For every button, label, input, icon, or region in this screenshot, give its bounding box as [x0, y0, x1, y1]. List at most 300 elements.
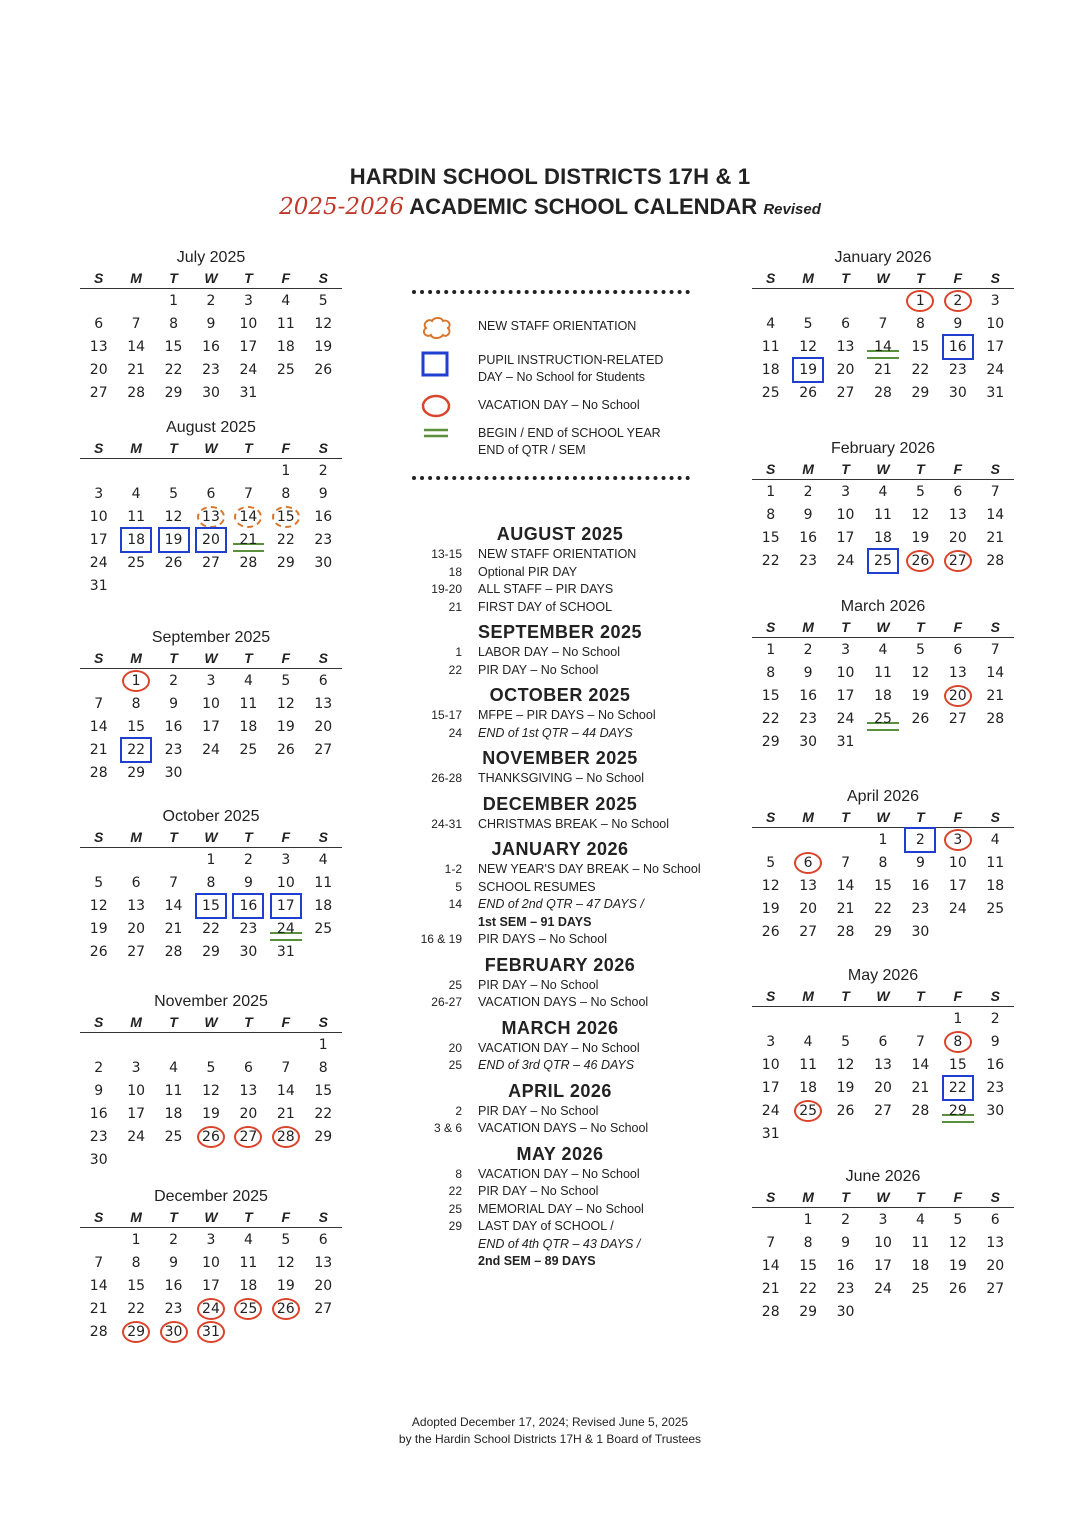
day-number: 26 [314, 361, 333, 378]
calendar-day [80, 528, 117, 551]
day-number: 11 [314, 874, 333, 891]
day-number: 3 [990, 292, 1000, 309]
day-number: 2 [169, 672, 179, 689]
weekday-header: T [827, 268, 864, 289]
month-name: January 2026 [834, 249, 932, 266]
legend [412, 290, 690, 457]
calendar-day [752, 1076, 789, 1099]
event-description: VACATION DAY – No School [478, 1166, 640, 1181]
calendar-day [827, 1076, 864, 1099]
day-number: 13 [314, 1254, 333, 1271]
calendar-day [192, 894, 229, 917]
calendar-day [267, 358, 304, 381]
calendar-day [267, 848, 304, 872]
day-number: 4 [878, 641, 888, 658]
events-list [410, 518, 710, 1271]
day-number: 12 [911, 664, 930, 681]
weekday-header: M [117, 1012, 154, 1033]
empty-day [977, 920, 1014, 943]
calendar-day [902, 684, 939, 707]
calendar-day [902, 1030, 939, 1053]
day-number: 28 [89, 764, 108, 781]
day-number: 12 [202, 1082, 220, 1099]
calendar-day [80, 551, 117, 574]
day-number: 21 [164, 920, 183, 937]
calendar-day [902, 1099, 939, 1122]
day-number: 14 [911, 1056, 930, 1073]
calendar-day [267, 692, 304, 715]
calendar-day [117, 381, 154, 404]
calendar-day [864, 851, 901, 874]
calendar-day [902, 1254, 939, 1277]
weekday-header: F [939, 459, 976, 480]
legend-divider-bottom [412, 476, 690, 480]
calendar-day [155, 1079, 192, 1102]
event-date: 15-17 [431, 708, 462, 722]
calendar-day [977, 549, 1014, 572]
calendar-day [789, 684, 826, 707]
calendar-day [117, 335, 154, 358]
calendar-day [192, 871, 229, 894]
day-number: 20 [127, 920, 146, 937]
weekday-header: W [864, 459, 901, 480]
weekday-header: T [827, 807, 864, 828]
day-number: 7 [94, 695, 104, 712]
calendar-day [117, 1297, 154, 1320]
weekday-header: S [305, 438, 342, 459]
day-number: 14 [89, 1277, 108, 1294]
calendar-day [267, 312, 304, 335]
day-number: 5 [281, 1231, 291, 1248]
calendar-day [902, 1053, 939, 1076]
calendar-day [155, 715, 192, 738]
calendar-day [230, 1079, 267, 1102]
day-number: 7 [243, 485, 253, 502]
day-number: 31 [761, 1125, 780, 1142]
calendar-day [155, 692, 192, 715]
calendar-day [977, 312, 1014, 335]
empty-day [305, 1148, 342, 1171]
day-number: 15 [874, 877, 892, 894]
event-description: LABOR DAY – No School [478, 645, 620, 659]
empty-day [230, 459, 267, 483]
day-number: 12 [276, 1254, 295, 1271]
calendar-day [789, 1277, 826, 1300]
calendar-day [230, 848, 267, 872]
event-month-heading: JANUARY 2026 [491, 839, 629, 859]
day-number: 9 [953, 315, 963, 332]
day-number: 9 [206, 315, 216, 332]
day-number: 18 [761, 361, 780, 378]
day-number: 24 [127, 1128, 146, 1145]
event-row [410, 1218, 710, 1236]
day-number: 16 [942, 334, 974, 360]
school-year: 2025-2026 [279, 194, 404, 220]
weekday-header: M [789, 986, 826, 1007]
day-number: 10 [239, 315, 258, 332]
day-number: 24 [239, 361, 258, 378]
calendar-day [305, 482, 342, 505]
event-row [410, 662, 710, 680]
day-number: 20 [836, 361, 855, 378]
day-number: 6 [243, 1059, 253, 1076]
day-number: 14 [127, 338, 146, 355]
calendar-day [305, 312, 342, 335]
calendar-day [155, 1102, 192, 1125]
day-number: 3 [841, 483, 851, 500]
calendar-day [752, 1099, 789, 1122]
day-number: 14 [986, 506, 1005, 523]
day-number: 20 [799, 900, 818, 917]
day-number: 15 [127, 1277, 146, 1294]
calendar-day [80, 1251, 117, 1274]
calendar-day [864, 526, 901, 549]
calendar-day [864, 358, 901, 381]
day-number: 23 [314, 531, 333, 548]
calendar-day [267, 505, 304, 528]
weekday-header: F [939, 807, 976, 828]
day-number: 28 [89, 1323, 108, 1340]
calendar-day [977, 1007, 1014, 1031]
calendar-day [864, 312, 901, 335]
calendar-day [939, 289, 976, 313]
event-description: ALL STAFF – PIR DAYS [478, 582, 614, 596]
calendar-day [789, 851, 826, 874]
day-number: 21 [127, 361, 146, 378]
day-number: 18 [276, 338, 295, 355]
calendar-day [977, 335, 1014, 358]
day-number: 29 [276, 554, 295, 571]
day-number: 13 [89, 338, 108, 355]
calendar-day [230, 917, 267, 940]
calendar-day [902, 289, 939, 313]
day-number: 2 [803, 483, 813, 500]
day-number: 17 [270, 893, 302, 919]
day-number: 20 [239, 1105, 258, 1122]
calendar-day [117, 761, 154, 784]
calendar-day [902, 503, 939, 526]
calendar-day [155, 738, 192, 761]
empty-day [267, 1148, 304, 1171]
day-number: 2 [803, 641, 813, 658]
calendar-day [267, 1056, 304, 1079]
day-number: 7 [915, 1033, 925, 1050]
event-description: MFPE – PIR DAYS – No School [478, 708, 656, 722]
day-number: 26 [836, 1102, 855, 1119]
day-number: 17 [239, 338, 258, 355]
calendar-day [305, 1079, 342, 1102]
calendar-day [789, 920, 826, 943]
day-number: 30 [986, 1102, 1005, 1119]
calendar-day [789, 312, 826, 335]
day-number: 24 [202, 741, 220, 758]
day-number: 15 [911, 338, 930, 355]
month-name: February 2026 [830, 440, 936, 457]
calendar-day [902, 1076, 939, 1099]
calendar-day [864, 1277, 901, 1300]
event-date: 19-20 [431, 582, 462, 596]
weekday-header: F [267, 438, 304, 459]
calendar-day [827, 684, 864, 707]
calendar-day [977, 661, 1014, 684]
weekday-header: T [902, 986, 939, 1007]
weekday-header: W [864, 807, 901, 828]
event-date: 5 [455, 879, 462, 894]
day-number: 15 [761, 687, 780, 704]
calendar-day [789, 480, 826, 504]
calendar-day [939, 335, 976, 358]
calendar-day [80, 482, 117, 505]
event-row [410, 770, 710, 788]
calendar-day [155, 335, 192, 358]
weekday-header: S [305, 827, 342, 848]
empty-day [155, 459, 192, 483]
calendar-day [864, 897, 901, 920]
day-number: 3 [206, 1231, 216, 1248]
calendar-day [305, 848, 342, 872]
event-month-heading: NOVEMBER 2025 [482, 748, 638, 768]
calendar-day [155, 940, 192, 963]
event-date: 3 & 6 [433, 1121, 462, 1135]
calendar-day [864, 1053, 901, 1076]
calendar-day [117, 312, 154, 335]
empty-day [80, 848, 117, 872]
day-number: 1 [318, 1036, 328, 1053]
empty-day [117, 1148, 154, 1171]
calendar-day [155, 871, 192, 894]
calendar-day [305, 1102, 342, 1125]
day-number: 6 [841, 315, 851, 332]
day-number: 30 [911, 923, 930, 940]
day-number: 8 [318, 1059, 328, 1076]
month-january-2026 [752, 248, 1014, 404]
calendar-day [155, 917, 192, 940]
calendar-day [864, 638, 901, 662]
day-number: 26 [276, 741, 295, 758]
calendar-day [80, 574, 117, 597]
calendar-day [752, 707, 789, 730]
weekday-header: S [752, 1187, 789, 1208]
calendar-day [305, 692, 342, 715]
calendar-day [939, 1007, 976, 1031]
event-row [410, 861, 710, 879]
calendar-day [789, 335, 826, 358]
calendar-day [305, 1251, 342, 1274]
calendar-day [827, 1099, 864, 1122]
calendar-day [827, 549, 864, 572]
empty-day [80, 1228, 117, 1252]
calendar-day [902, 661, 939, 684]
calendar-day [977, 638, 1014, 662]
day-number: 29 [761, 733, 780, 750]
weekday-header: T [902, 807, 939, 828]
calendar-day [827, 851, 864, 874]
calendar-day [789, 381, 826, 404]
weekday-header: W [192, 648, 229, 669]
day-number: 17 [986, 338, 1005, 355]
calendar-day [902, 828, 939, 852]
day-number: 1 [281, 462, 291, 479]
calendar-day [977, 503, 1014, 526]
event-row [410, 1253, 710, 1271]
day-number: 18 [314, 897, 333, 914]
empty-day [902, 730, 939, 753]
calendar-day [80, 1297, 117, 1320]
day-number: 13 [127, 897, 146, 914]
calendar-day [789, 503, 826, 526]
month-name: November 2025 [154, 993, 268, 1010]
calendar-day [902, 707, 939, 730]
calendar-day [939, 684, 976, 707]
calendar-day [864, 1030, 901, 1053]
empty-day [267, 761, 304, 784]
day-number: 9 [169, 695, 179, 712]
calendar-day [192, 381, 229, 404]
day-number: 15 [164, 338, 183, 355]
day-number: 29 [911, 384, 930, 401]
weekday-header: S [80, 1012, 117, 1033]
day-number: 21 [89, 1300, 108, 1317]
event-month-heading: FEBRUARY 2026 [484, 954, 636, 975]
day-number: 25 [234, 1298, 262, 1320]
day-number: 2 [904, 827, 936, 853]
weekday-header: S [977, 986, 1014, 1007]
calendar-day [752, 549, 789, 572]
day-number: 24 [986, 361, 1005, 378]
calendar-day [939, 897, 976, 920]
day-number: 1 [206, 851, 216, 868]
calendar-day [155, 1274, 192, 1297]
day-number: 1 [122, 670, 150, 692]
day-number: 18 [239, 718, 258, 735]
legend-label: END of QTR / SEM [478, 443, 586, 457]
month-grid [80, 1207, 342, 1343]
calendar-day [192, 528, 229, 551]
day-number: 24 [874, 1280, 892, 1297]
day-number: 9 [841, 1234, 851, 1251]
calendar-day [827, 874, 864, 897]
calendar-day [267, 894, 304, 917]
day-number: 15 [799, 1257, 818, 1274]
weekday-header: M [789, 807, 826, 828]
calendar-day [977, 1030, 1014, 1053]
month-february-2026 [752, 439, 1014, 572]
empty-day [267, 1033, 304, 1057]
weekday-header: T [230, 648, 267, 669]
event-month-heading: APRIL 2026 [508, 1080, 612, 1101]
calendar-day [752, 638, 789, 662]
day-number: 2 [841, 1211, 851, 1228]
empty-day [789, 289, 826, 313]
day-number: 13 [948, 506, 967, 523]
empty-day [80, 289, 117, 313]
calendar-day [827, 1053, 864, 1076]
day-number: 5 [169, 485, 179, 502]
calendar-day [977, 480, 1014, 504]
day-number: 26 [761, 923, 780, 940]
calendar-day [305, 917, 342, 940]
calendar-day [305, 1125, 342, 1148]
day-number: 27 [314, 741, 333, 758]
day-number: 27 [836, 384, 855, 401]
day-number: 4 [243, 1231, 253, 1248]
day-number: 4 [990, 831, 1000, 848]
event-description: END of 2nd QTR – 47 DAYS / [478, 897, 644, 911]
event-row [410, 896, 710, 914]
calendar-day [902, 1208, 939, 1232]
day-number: 29 [202, 943, 220, 960]
day-number: 19 [948, 1257, 967, 1274]
day-number: 5 [953, 1211, 963, 1228]
day-number: 8 [131, 1254, 141, 1271]
day-number: 17 [874, 1257, 892, 1274]
day-number: 8 [944, 1031, 972, 1053]
empty-day [902, 1007, 939, 1031]
day-number: 31 [89, 577, 108, 594]
calendar-day [827, 335, 864, 358]
day-number: 8 [766, 664, 776, 681]
event-date: 24-31 [431, 816, 462, 831]
weekday-header: T [902, 617, 939, 638]
calendar-day [230, 692, 267, 715]
month-name: March 2026 [840, 598, 926, 615]
calendar-day [192, 715, 229, 738]
calendar-day [155, 1251, 192, 1274]
calendar-day [752, 312, 789, 335]
calendar-day [117, 871, 154, 894]
day-number: 27 [948, 710, 967, 727]
day-number: 11 [799, 1056, 818, 1073]
day-number: 21 [761, 1280, 780, 1297]
day-number: 11 [761, 338, 780, 355]
event-row [410, 1057, 710, 1075]
empty-day [305, 761, 342, 784]
calendar-day [977, 526, 1014, 549]
month-name: October 2025 [162, 808, 260, 825]
empty-day [305, 940, 342, 963]
day-number: 22 [120, 737, 152, 763]
calendar-day [752, 851, 789, 874]
calendar-day [267, 1228, 304, 1252]
day-number: 15 [272, 506, 300, 528]
month-may-2026 [752, 966, 1014, 1145]
calendar-day [977, 828, 1014, 852]
event-row [410, 644, 710, 662]
event-month-heading: OCTOBER 2025 [489, 685, 631, 705]
day-number: 26 [272, 1298, 300, 1320]
calendar-day [117, 1125, 154, 1148]
day-number: 18 [239, 1277, 258, 1294]
day-number: 20 [314, 718, 333, 735]
day-number: 3 [94, 485, 104, 502]
calendar-day [827, 1300, 864, 1323]
day-number: 31 [836, 733, 855, 750]
event-row [410, 1120, 710, 1138]
empty-day [230, 1148, 267, 1171]
day-number: 10 [948, 854, 967, 871]
calendar-day [864, 1208, 901, 1232]
calendar-day [789, 730, 826, 753]
event-description: PIR DAYS – No School [478, 932, 607, 946]
empty-day [192, 1148, 229, 1171]
day-number: 29 [948, 1102, 967, 1119]
legend-divider-top [412, 290, 690, 294]
day-number: 22 [942, 1075, 974, 1101]
day-number: 14 [234, 506, 262, 528]
day-number: 11 [164, 1082, 183, 1099]
event-month-heading: MARCH 2026 [501, 1017, 619, 1038]
weekday-header: M [117, 438, 154, 459]
